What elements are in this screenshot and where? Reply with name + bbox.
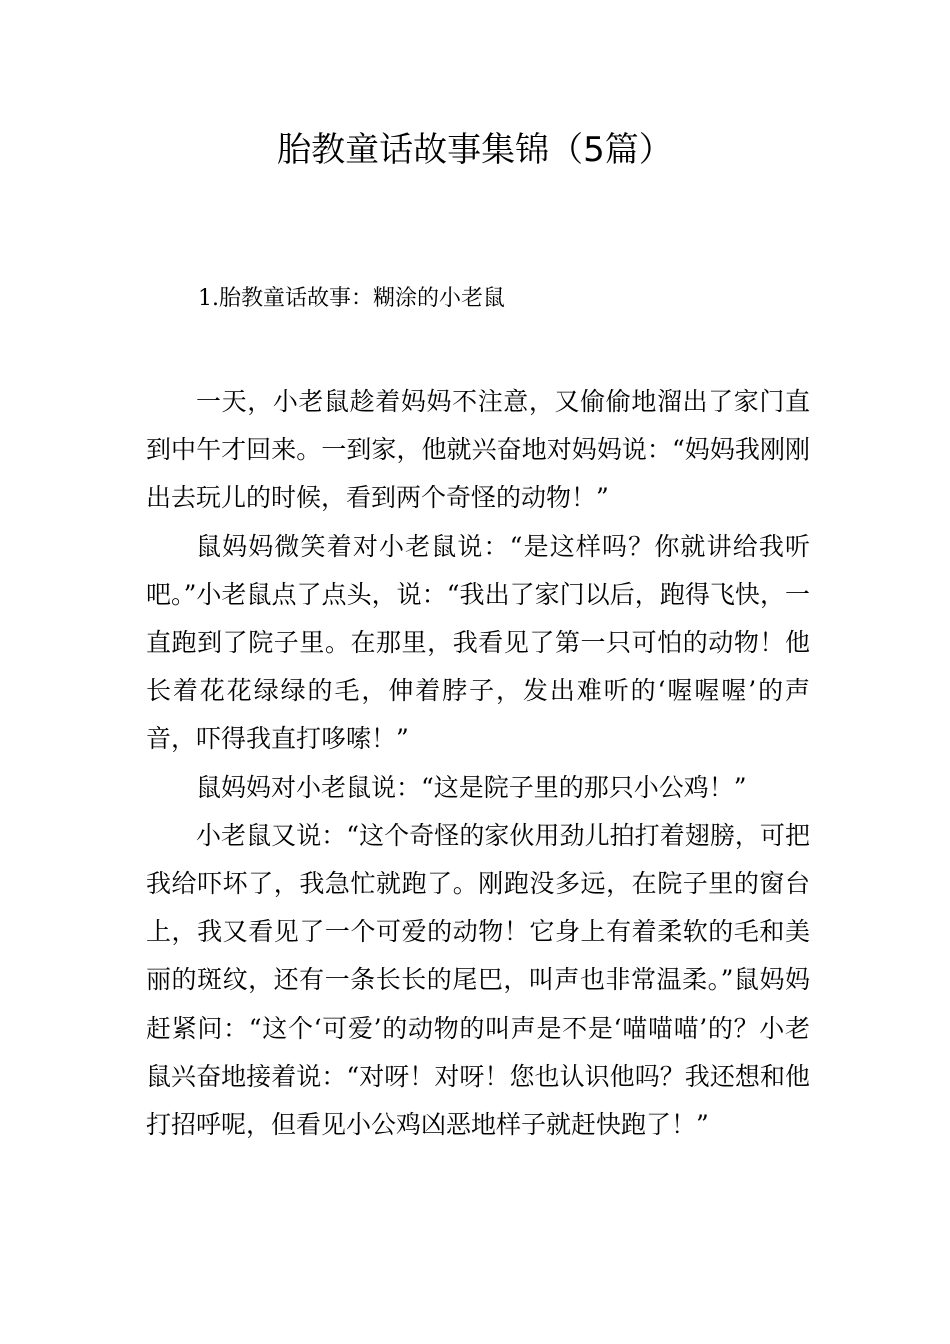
document-title: 胎教童话故事集锦（5篇） [277, 130, 673, 170]
section-heading: 1.胎教童话故事：糊涂的小老鼠 [198, 286, 505, 311]
paragraph: 鼠妈妈微笑着对小老鼠说：“是这样吗？你就讲给我听吧。”小老鼠点了点头，说：“我出了家门以后，跑得飞快，一直跑到了院子里。在那里，我看见了第一只可怕的动物！他长着花花绿绿的毛，伸着脖子，发出难听的‘喔喔喔’的声音，吓得我直打哆嗦！” [146, 531, 810, 754]
paragraph: 小老鼠又说：“这个奇怪的家伙用劲儿拍打着翅膀，可把我给吓坏了，我急忙就跑了。刚跑没多远，在院子里的窗台上，我又看见了一个可爱的动物！它身上有着柔软的毛和美丽的斑纹，还有一条长长的尾巴，叫声也非常温柔。”鼠妈妈赶紧问：“这个‘可爱’的动物的叫声是不是‘喵喵喵’的？小老鼠兴奋地接着说：“对呀！对呀！您也认识他吗？我还想和他打招呼呢，但看见小公鸡凶恶地样子就赶快跑了！” [146, 820, 810, 1140]
story-body [146, 378, 810, 1149]
paragraph: 鼠妈妈对小老鼠说：“这是院子里的那只小公鸡！” [196, 772, 747, 802]
paragraph: 一天，小老鼠趁着妈妈不注意，又偷偷地溜出了家门直到中午才回来。一到家，他就兴奋地对妈妈说：“妈妈我刚刚出去玩儿的时候，看到两个奇怪的动物！” [146, 387, 810, 513]
